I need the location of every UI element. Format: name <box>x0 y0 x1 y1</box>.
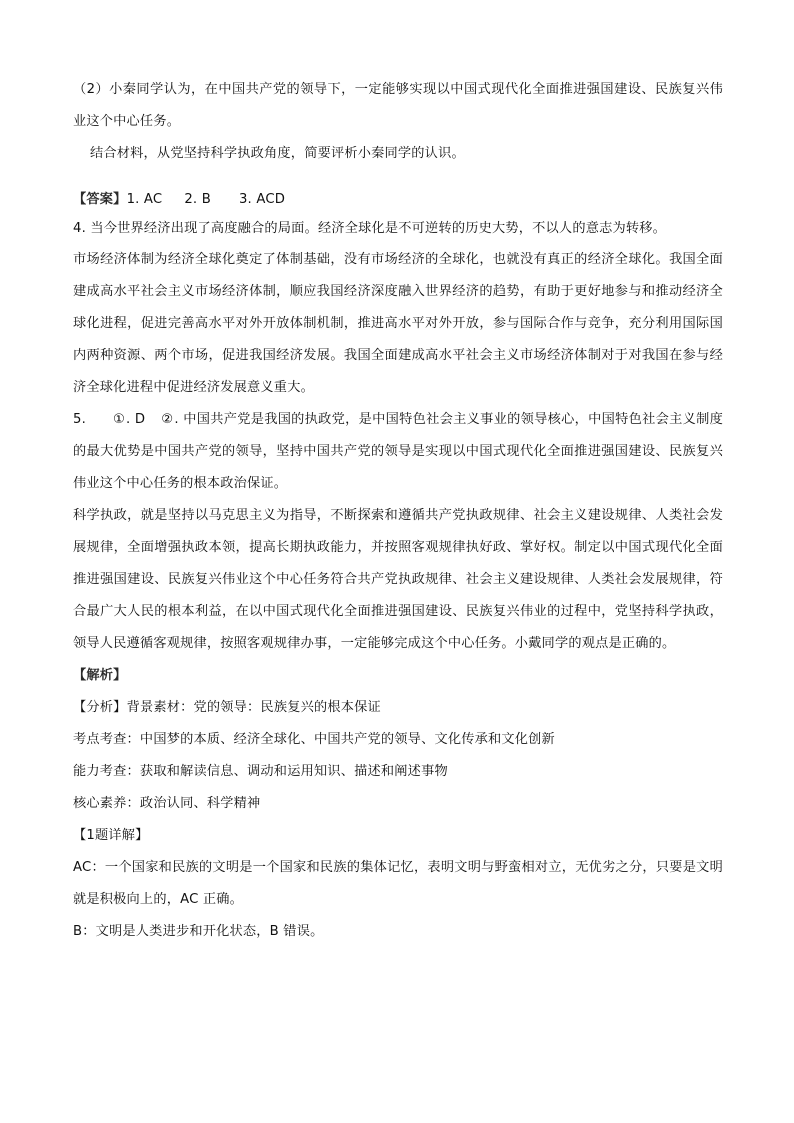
analysis-abilities: 能力考查：获取和解读信息、调动和运用知识、描述和阐述事物 <box>73 763 448 779</box>
analysis-core-literacy: 核心素养：政治认同、科学精神 <box>73 795 261 811</box>
analysis-subheading: 【分析】 <box>73 699 127 715</box>
question-5-answer-body: 科学执政，就是坚持以马克思主义为指导，不断探索和遵循共产党执政规律、社会主义建设规律、人类社会发展规律，全面增强执政本领，提高长期执政能力，并按照客观规律执好政、掌好权。制定以中国式现代化全面推进强国建设、民族复兴伟业这个中心任务符合共产党执政规律、社会主义建设规律、人类社会发展规律，符合最广大人民的根本利益，在以中国式现代化全面推进强国建设、民族复兴伟业的过程中，党坚持科学执政，领导人民遵循客观规律，按照客观规律办事，一定能够完成这个中心任务。小戴同学的观点是正确的。 <box>73 507 723 651</box>
analysis-knowledge-points: 考点考查：中国梦的本质、经济全球化、中国共产党的领导、文化传承和文化创新 <box>73 731 555 747</box>
answer-1: 1. AC <box>126 192 163 207</box>
sub-question-2-mark: ② <box>161 411 174 427</box>
question-5-answer <box>73 404 723 500</box>
sub-question-2-answer: . 中国共产党是我国的执政党，是中国特色社会主义事业的领导核心，中国特色社会主义制度的最大优势是中国共产党的领导，坚持中国共产党的领导是实现以中国式现代化全面推进强国建设、民族复兴伟业这个中心任务的根本政治保证。 <box>73 411 723 491</box>
sub-question-1-answer: . D <box>126 411 146 427</box>
answer-label: 【答案】 <box>73 192 127 207</box>
question-2-prompt: （2）小秦同学认为，在中国共产党的领导下，一定能够实现以中国式现代化全面推进强国建设、民族复兴伟业这个中心任务。 <box>73 82 723 129</box>
analysis-background <box>73 692 723 724</box>
document-content <box>73 74 723 948</box>
question-4-answer-intro: 4. 当今世界经济出现了高度融合的局面。经济全球化是不可逆转的历史大势，不以人的意志为转移。 <box>73 220 667 236</box>
analysis-background-text: 背景素材：党的领导：民族复兴的根本保证 <box>126 699 381 715</box>
analysis-heading: 【解析】 <box>73 667 127 683</box>
option-b-explanation: B：文明是人类进步和开化状态，B 错误。 <box>73 923 324 939</box>
option-ac-explanation: AC：一个国家和民族的文明是一个国家和民族的集体记忆，表明文明与野蛮相对立，无优劣之分，只要是文明就是积极向上的，AC 正确。 <box>73 859 723 907</box>
answer-3: 3. ACD <box>238 192 286 207</box>
question-2-instruction: 结合材料，从党坚持科学执政角度，简要评析小秦同学的认识。 <box>90 146 465 161</box>
sub-question-1-mark: ① <box>113 411 126 427</box>
question-4-answer-body: 市场经济体制为经济全球化奠定了体制基础，没有市场经济的全球化，也就没有真正的经济全球化。我国全面建成高水平社会主义市场经济体制，顺应我国经济深度融入世界经济的趋势，有助于更好地参与和推动经济全球化进程，促进完善高水平对外开放体制机制，推进高水平对外开放，参与国际合作与竞争，充分利用国际国内两种资源、两个市场，促进我国经济发展。我国全面建成高水平社会主义市场经济体制对于对我国在参与经济全球化进程中促进经济发展意义重大。 <box>73 251 723 395</box>
answer-2: 2. B <box>184 192 211 207</box>
question-1-detail-heading: 【1题详解】 <box>73 827 149 843</box>
question-5-number: 5. <box>73 411 86 427</box>
answer-summary <box>73 186 723 215</box>
